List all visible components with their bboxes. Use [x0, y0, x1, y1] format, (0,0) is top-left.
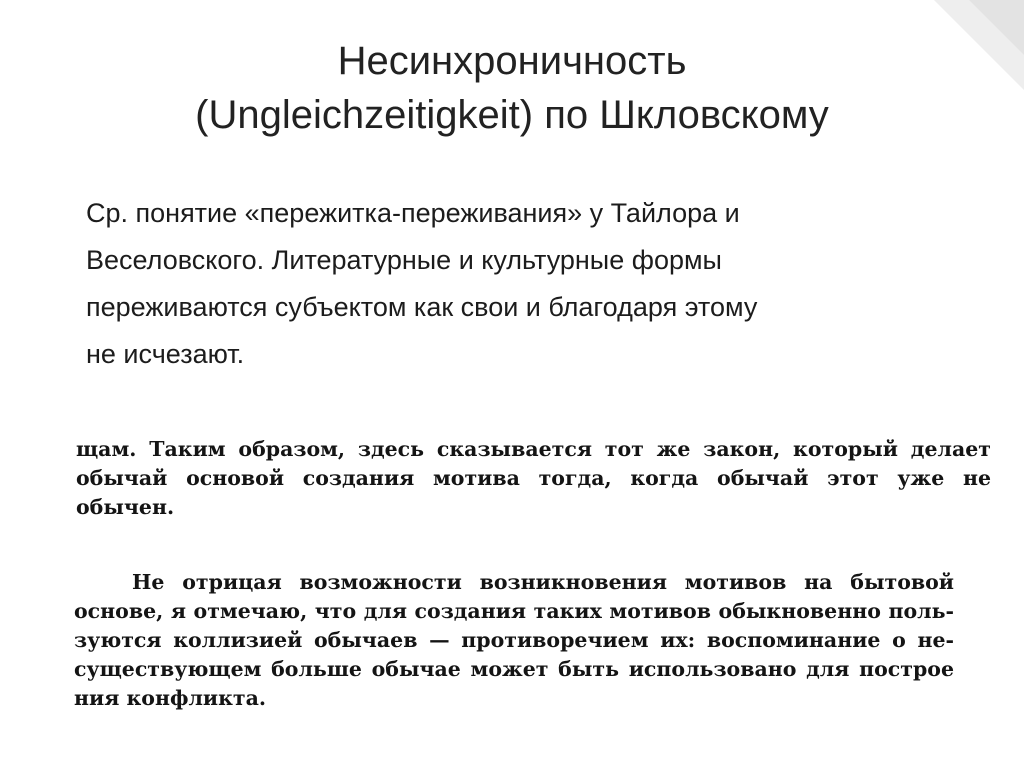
scanned-quote-paragraph-2 — [74, 568, 954, 713]
scan-line: Не отрицая возможности возникновения мотивов на бытовой — [132, 570, 954, 594]
scan-line: щам. Таким образом, здесь сказывается тот же закон, который делает — [76, 437, 991, 461]
scan-line: обычай основой создания мотива тогда, когда обычай этот уже не — [76, 466, 991, 490]
scan-line: ния конфликта. — [74, 686, 267, 710]
slide-title — [40, 34, 984, 142]
body-line: не исчезают. — [86, 339, 245, 369]
slide-body-text — [86, 190, 1006, 378]
slide-title-line-2: (Ungleichzeitigkeit) по Шкловскому — [195, 93, 829, 137]
scanned-quote-paragraph-1 — [76, 435, 991, 522]
scan-line: обычен. — [76, 495, 175, 519]
body-line: Веселовского. Литературные и культурные формы — [86, 245, 722, 275]
body-line: Ср. понятие «пережитка-переживания» у Тайлора и — [86, 198, 740, 228]
scan-line: зуются коллизией обычаев — противоречием их: воспоминание о не- — [74, 628, 954, 652]
slide-title-line-1: Несинхроничность — [337, 39, 687, 83]
scan-line: существующем больше обычае может быть использовано для построе — [74, 657, 954, 681]
body-line: переживаются субъектом как свои и благодаря этому — [86, 292, 758, 322]
scan-line: основе, я отмечаю, что для создания таких мотивов обыкновенно поль- — [74, 599, 954, 623]
